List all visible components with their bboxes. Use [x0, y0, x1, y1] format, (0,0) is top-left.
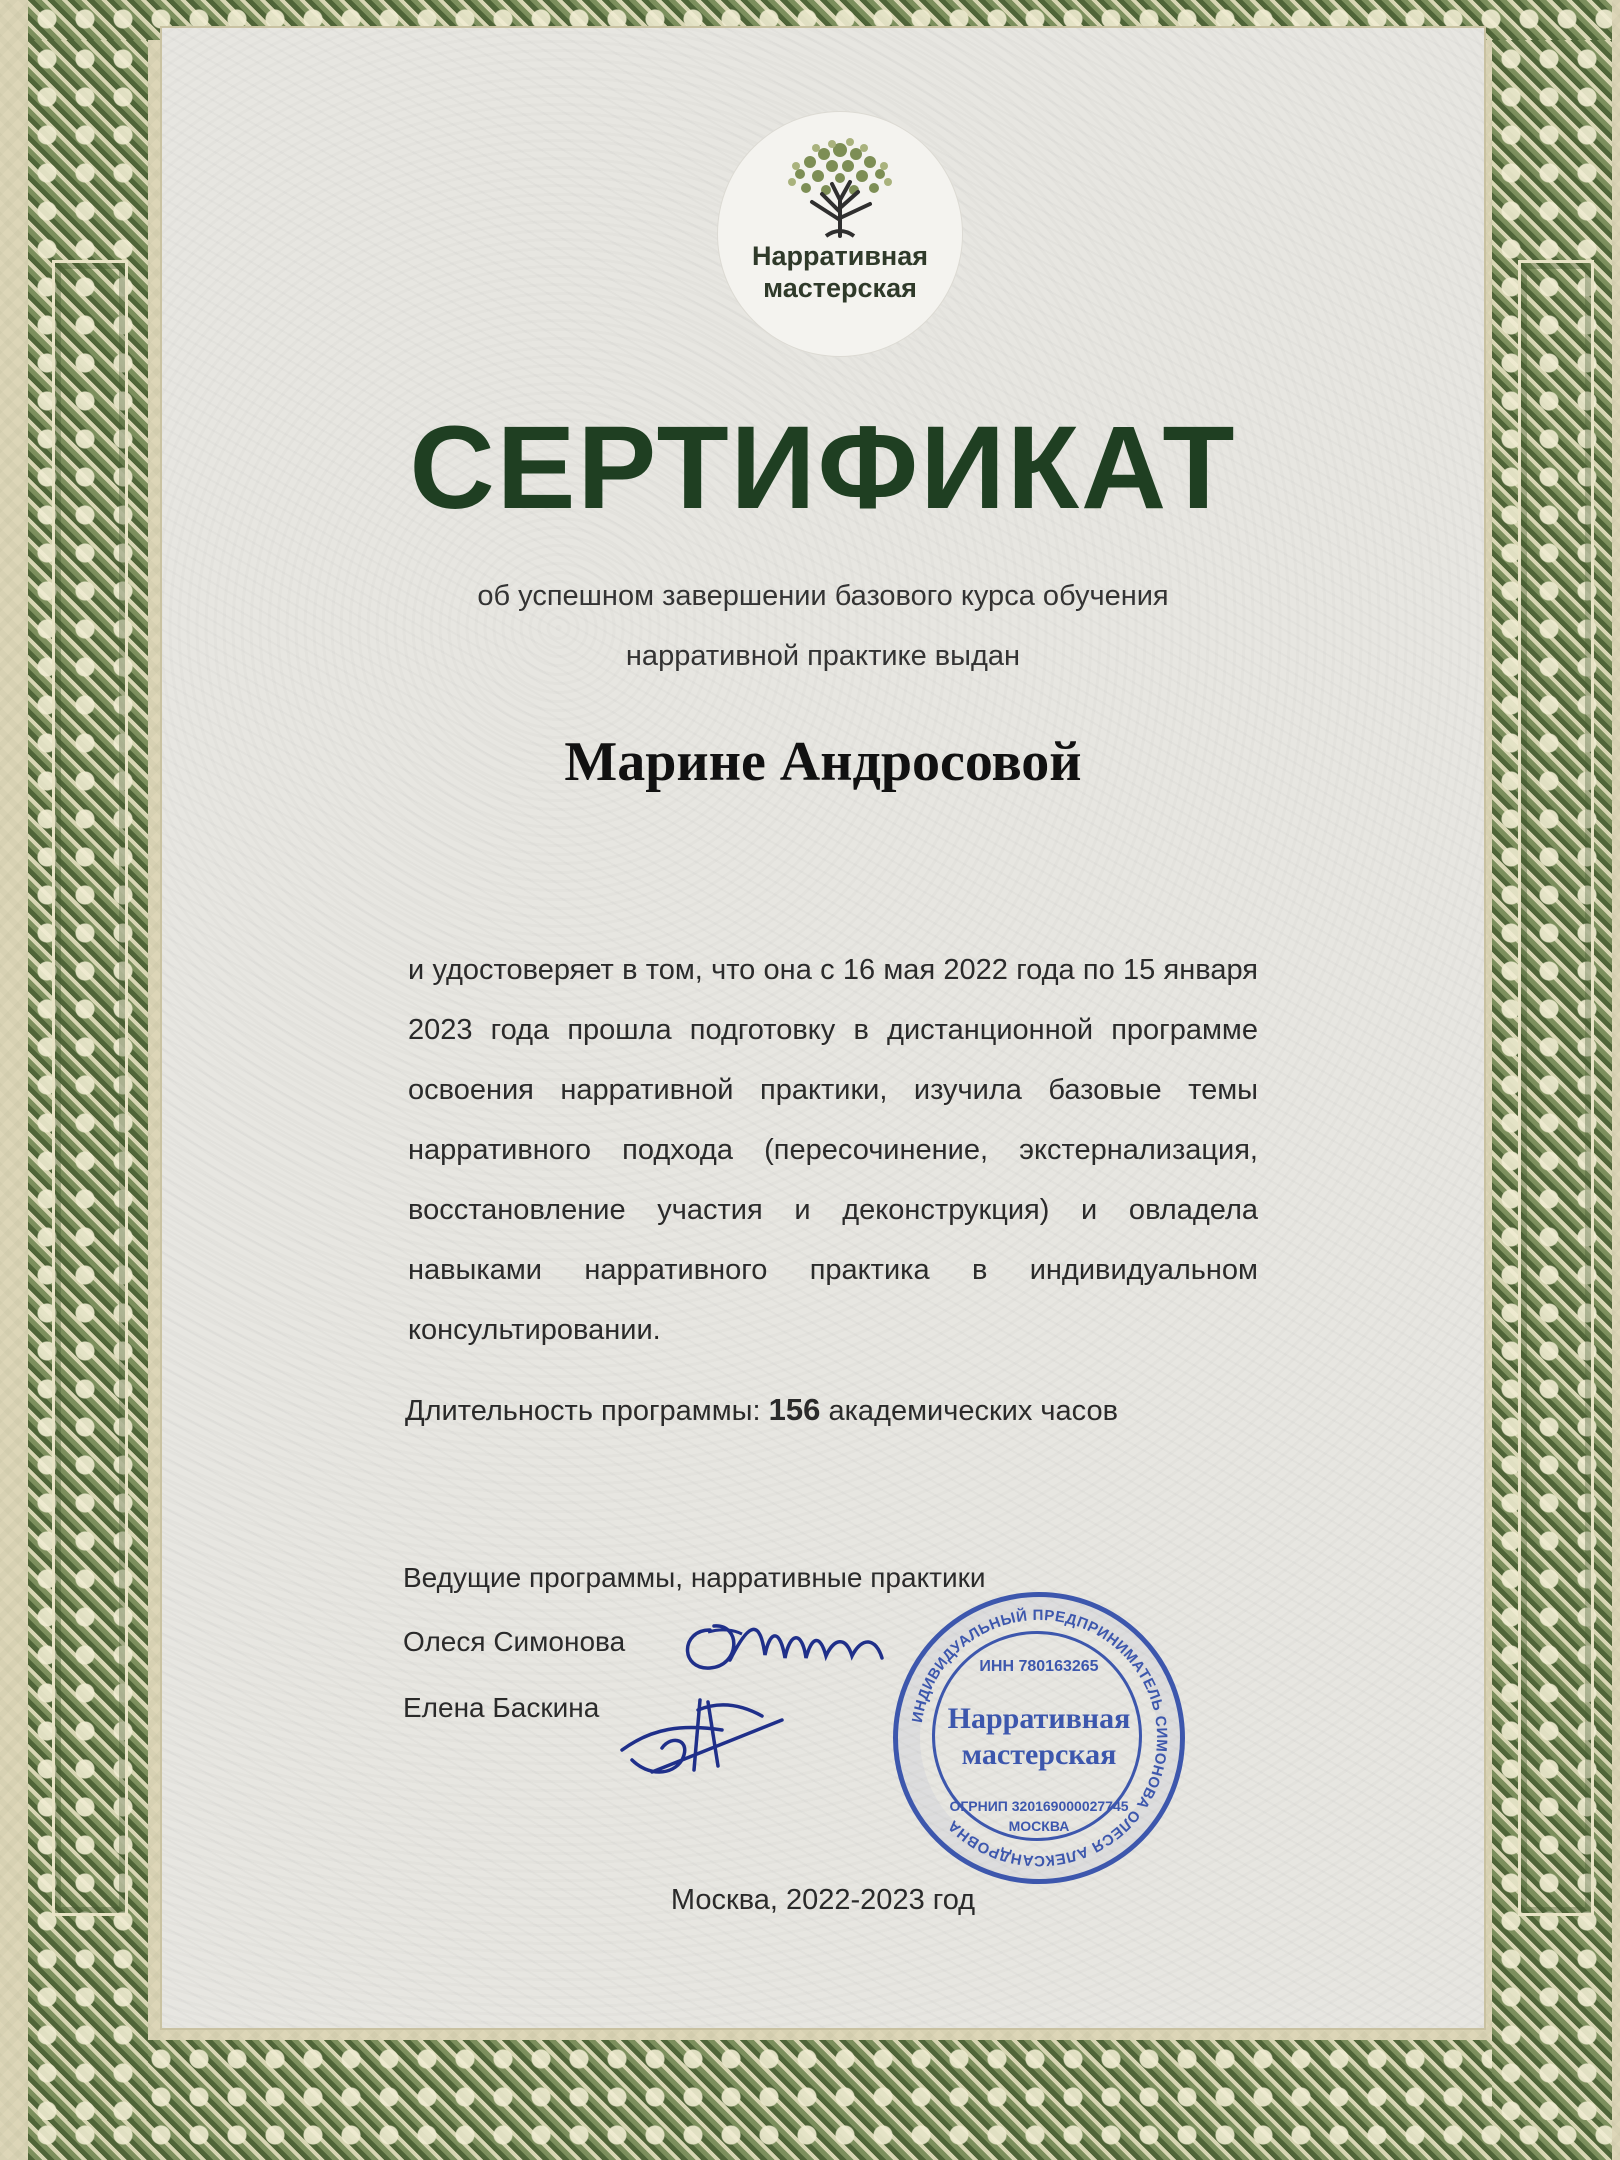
lead-name-2: Елена Баскина: [403, 1692, 600, 1723]
subtitle-line-2: нарративной практике выдан: [625, 640, 1021, 672]
stamp-ogrnip: ОГРНИП 320169000027745: [949, 1798, 1129, 1814]
logo-line-1: Нарративная: [751, 241, 928, 271]
recipient-name: Марине Андросовой: [564, 731, 1082, 793]
certificate-title: СЕРТИФИКАТ: [409, 402, 1237, 534]
tree-icon: [760, 128, 920, 238]
signature-baskina: [612, 1680, 792, 1790]
program-duration: [405, 1392, 1118, 1428]
stamp-ring-label: ИНДИВИДУАЛЬНЫЙ ПРЕДПРИНИМАТЕЛЬ СИМОНОВА ОЛЕСЯ АЛЕКСАНДРОВНА: [908, 1606, 1171, 1870]
certificate-footer: Москва, 2022-2023 год: [670, 1884, 976, 1916]
company-stamp: [893, 1592, 1185, 1884]
frame-bottom: [28, 2040, 1612, 2160]
logo: [718, 112, 962, 356]
stamp-city: МОСКВА: [1008, 1818, 1070, 1834]
stamp-center-text: [898, 1701, 1180, 1773]
lead-name-1: Олеся Симонова: [403, 1626, 626, 1657]
duration-label: Длительность программы:: [405, 1395, 761, 1427]
program-leads-heading: Ведущие программы, нарративные практики: [403, 1562, 986, 1593]
duration-unit: академических часов: [828, 1395, 1118, 1427]
frame-right-inner-border: [1518, 260, 1594, 1916]
logo-line-2: мастерская: [763, 273, 917, 303]
logo-text: [718, 240, 962, 304]
stamp-center-line-2: мастерская: [961, 1738, 1117, 1771]
duration-hours: 156: [768, 1392, 821, 1427]
stamp-inn: ИНН 780163265: [979, 1658, 1099, 1675]
certificate-body-text: и удостоверяет в том, что она с 16 мая 2022 года по 15 января 2023 года прошла подготовку в дистанционной программе освоения нарративной практики, изучила базовые темы нарративного подхода (пересочинение, экстернализация, восстановление участия и деконструкция) и овладела навыками нарративного практика в индивидуальном консультировании.: [408, 954, 1258, 1346]
stamp-center-line-1: Нарративная: [947, 1702, 1131, 1735]
frame-left-inner-border: [52, 260, 128, 1916]
subtitle-line-1: об успешном завершении базового курса обучения: [477, 580, 1169, 612]
